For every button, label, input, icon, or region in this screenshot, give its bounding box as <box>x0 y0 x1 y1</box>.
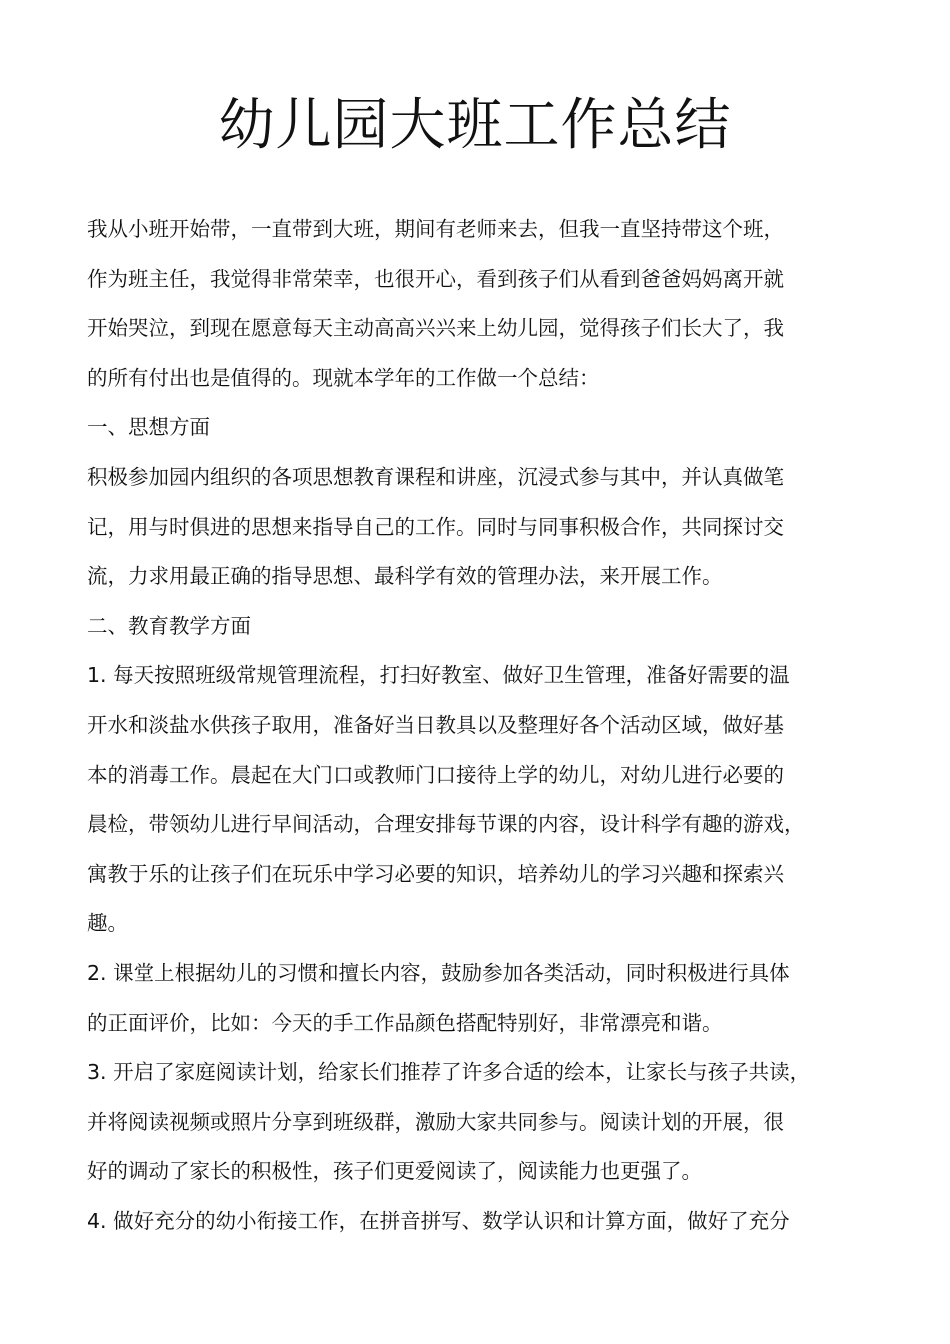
document-body <box>87 205 867 1246</box>
section-heading-text: 二、教育教学方面 <box>87 613 251 638</box>
text-line: 好的调动了家长的积极性，孩子们更爱阅读了，阅读能力也更强了。 <box>87 1159 702 1184</box>
text-line: 积极参加园内组织的各项思想教育课程和讲座，沉浸式参与其中，并认真做笔 <box>87 464 784 489</box>
text-line: 本的消毒工作。晨起在大门口或教师门口接待上学的幼儿，对幼儿进行必要的 <box>87 762 784 787</box>
text-line: 流，力求用最正确的指导思想、最科学有效的管理办法，来开展工作。 <box>87 564 723 589</box>
intro-paragraph <box>87 205 867 403</box>
text-line: 2. 课堂上根据幼儿的习惯和擅长内容，鼓励参加各类活动，同时积极进行具体 <box>87 960 790 985</box>
text-line: 的所有付出也是值得的。现就本学年的工作做一个总结： <box>87 365 600 390</box>
text-line: 记，用与时俱进的思想来指导自己的工作。同时与同事积极合作，共同探讨交 <box>87 514 784 539</box>
text-line: 趣。 <box>87 911 128 936</box>
text-line: 开始哭泣，到现在愿意每天主动高高兴兴来上幼儿园，觉得孩子们长大了，我 <box>87 316 784 341</box>
section-heading-text: 一、思想方面 <box>87 415 210 440</box>
list-item-3 <box>87 1048 867 1197</box>
thought-paragraph <box>87 453 867 602</box>
text-line: 开水和淡盐水供孩子取用，准备好当日教具以及整理好各个活动区域，做好基 <box>87 712 784 737</box>
document-title: 幼儿园大班工作总结 <box>218 93 732 158</box>
section-heading-thought <box>87 403 867 453</box>
list-item-4 <box>87 1197 867 1247</box>
text-line: 的正面评价，比如：今天的手工作品颜色搭配特别好，非常漂亮和谐。 <box>87 1010 723 1035</box>
text-line: 晨检，带领幼儿进行早间活动，合理安排每节课的内容，设计科学有趣的游戏， <box>87 812 805 837</box>
list-item-2 <box>87 949 867 1048</box>
text-line: 寓教于乐的让孩子们在玩乐中学习必要的知识，培养幼儿的学习兴趣和探索兴 <box>87 861 784 886</box>
text-line: 并将阅读视频或照片分享到班级群，激励大家共同参与。阅读计划的开展，很 <box>87 1109 784 1134</box>
list-item-1 <box>87 651 867 949</box>
section-heading-teaching <box>87 602 867 652</box>
text-line: 3. 开启了家庭阅读计划，给家长们推荐了许多合适的绘本，让家长与孩子共读， <box>87 1060 811 1085</box>
text-line: 我从小班开始带，一直带到大班，期间有老师来去，但我一直坚持带这个班， <box>87 217 784 241</box>
text-line: 4. 做好充分的幼小衔接工作，在拼音拼写、数学认识和计算方面，做好了充分 <box>87 1208 790 1233</box>
text-line: 1. 每天按照班级常规管理流程，打扫好教室、做好卫生管理，准备好需要的温 <box>87 663 790 688</box>
text-line: 作为班主任，我觉得非常荣幸，也很开心，看到孩子们从看到爸爸妈妈离开就 <box>87 266 784 291</box>
